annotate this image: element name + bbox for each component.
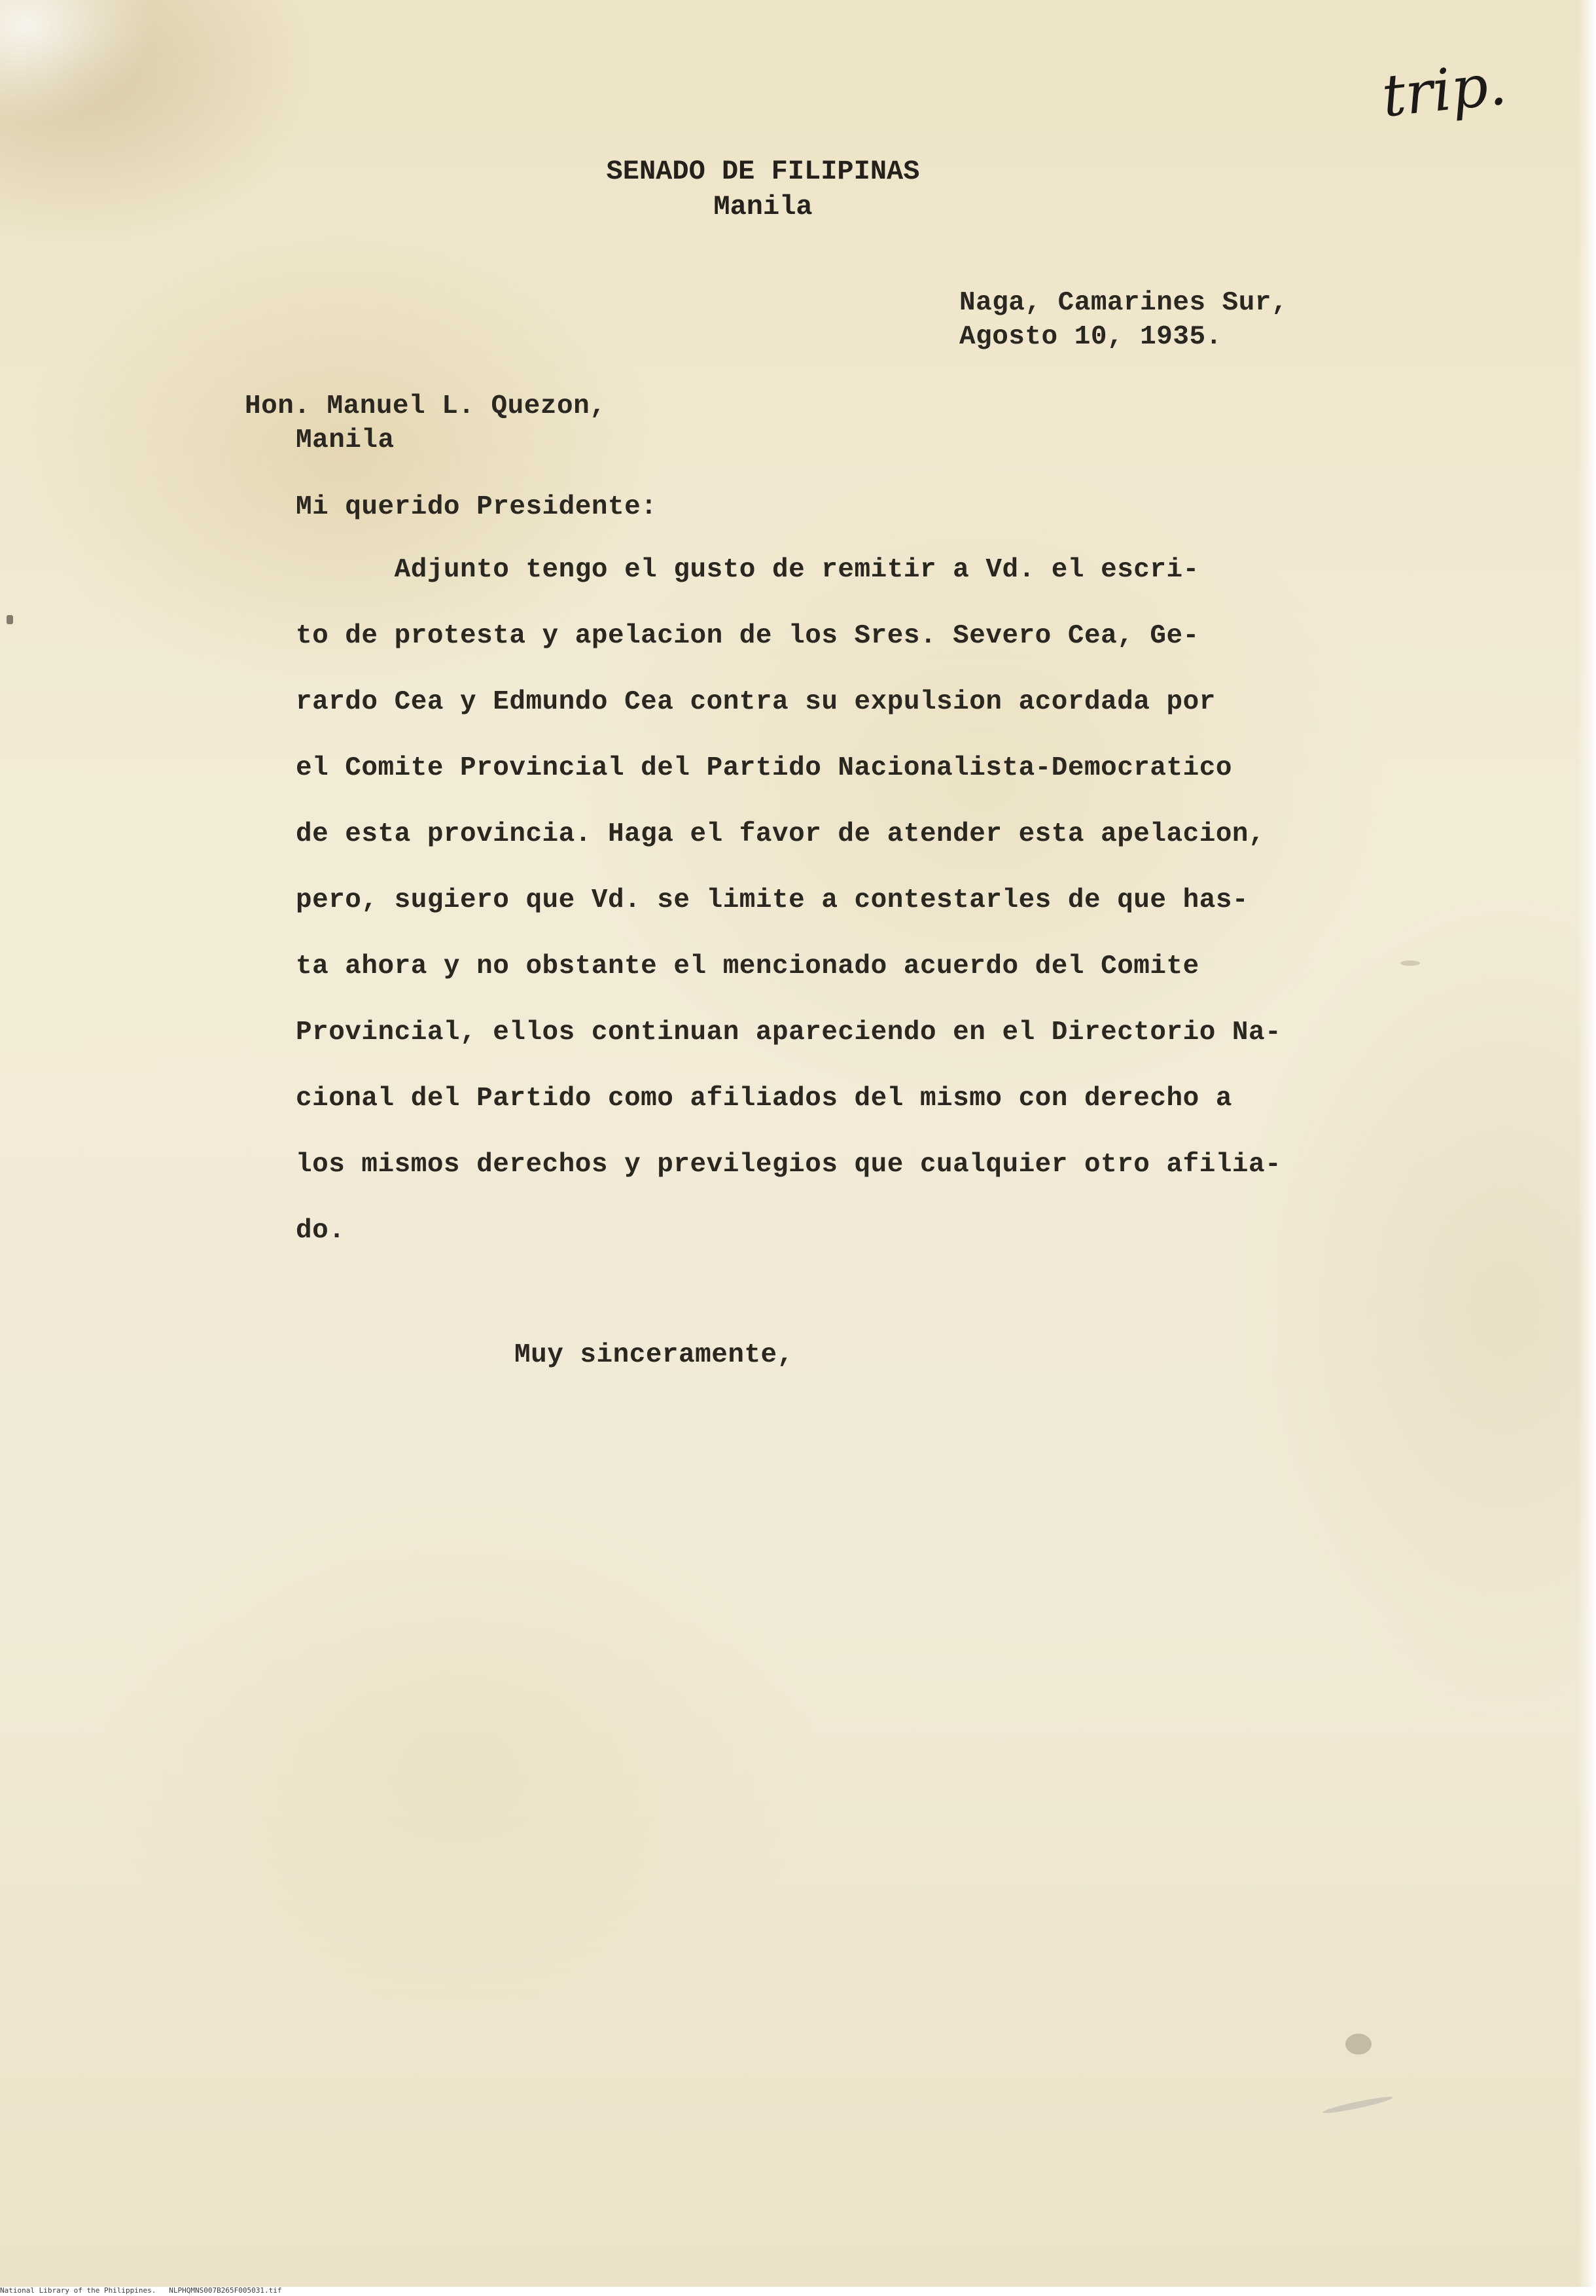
body-line: pero, sugiero que Vd. se limite a contestarles de que has- bbox=[296, 885, 1249, 915]
handwritten-annotation: trip. bbox=[1379, 50, 1510, 130]
place-line: Naga, Camarines Sur, bbox=[959, 288, 1288, 318]
body-line: el Comite Provincial del Partido Nacionalista-Democratico bbox=[296, 753, 1232, 783]
body-line: do. bbox=[296, 1216, 346, 1246]
body-line: de esta provincia. Haga el favor de atender esta apelacion, bbox=[296, 819, 1266, 849]
salutation: Mi querido Presidente: bbox=[296, 492, 658, 522]
body-line: Adjunto tengo el gusto de remitir a Vd. el escri- bbox=[296, 555, 1199, 585]
recipient-city: Manila bbox=[296, 425, 395, 455]
page-edge bbox=[1578, 0, 1596, 2296]
corner-damage bbox=[0, 0, 196, 150]
body-line: Provincial, ellos continuan apareciendo en el Directorio Na- bbox=[296, 1017, 1282, 1048]
punch-mark bbox=[7, 615, 13, 624]
closing: Muy sinceramente, bbox=[514, 1340, 794, 1370]
stain-spot bbox=[1345, 2034, 1372, 2055]
letterhead-city: Manila bbox=[713, 191, 813, 222]
body-line: to de protesta y apelacion de los Sres. Severo Cea, Ge- bbox=[296, 621, 1199, 651]
body-line: ta ahora y no obstante el mencionado acuerdo del Comite bbox=[296, 951, 1199, 981]
scan-caption: National Library of the Philippines. NLPHQMNS007B265F005031.tif bbox=[0, 2286, 282, 2295]
date-line: Agosto 10, 1935. bbox=[959, 322, 1222, 352]
body-line: cional del Partido como afiliados del mismo con derecho a bbox=[296, 1084, 1232, 1114]
scuff-mark bbox=[1322, 2094, 1394, 2116]
letterhead-org: SENADO DE FILIPINAS bbox=[606, 156, 920, 187]
stain-mark bbox=[1400, 961, 1420, 966]
recipient-name: Hon. Manuel L. Quezon, bbox=[245, 391, 607, 421]
body-line: rardo Cea y Edmundo Cea contra su expulsion acordada por bbox=[296, 687, 1216, 717]
body-line: los mismos derechos y previlegios que cualquier otro afilia- bbox=[296, 1150, 1282, 1180]
